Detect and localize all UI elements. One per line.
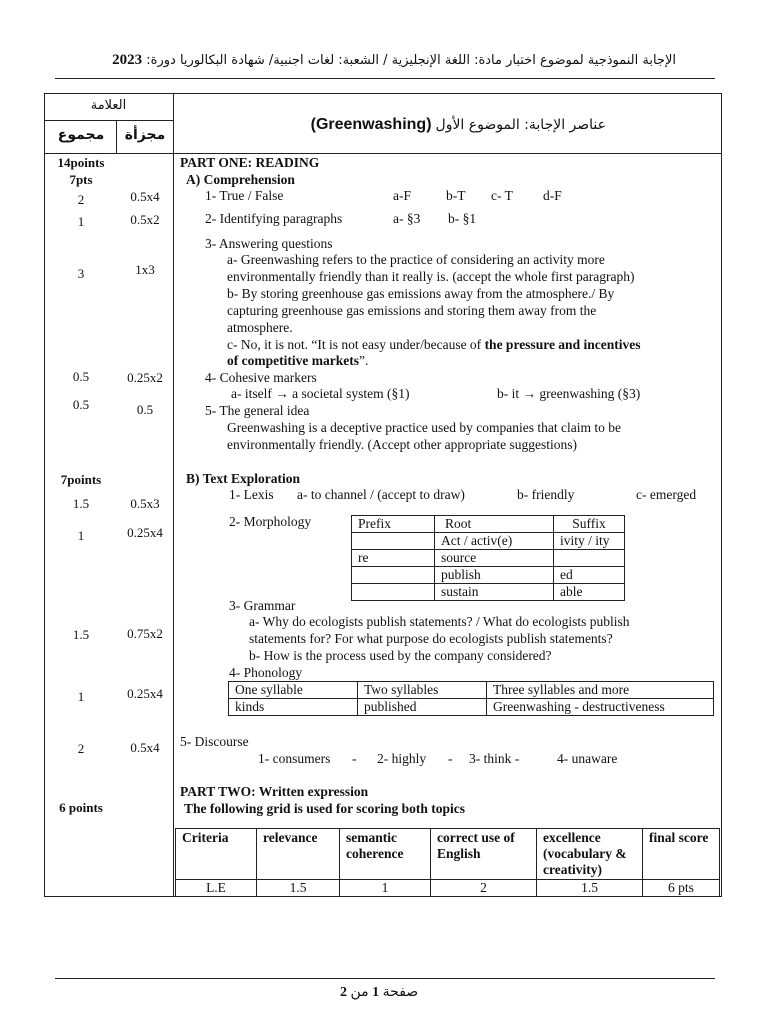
grammar-a-line1: a- Why do ecologists publish statements? / What do ecologists publish (249, 614, 630, 629)
page-number (340, 984, 418, 1001)
total-14points: 14points (57, 155, 105, 170)
total-7pts: 7pts (69, 172, 93, 187)
q1-a: a-F (393, 188, 411, 203)
table-row (352, 550, 625, 567)
grid-header-excellence: excellence (vocabulary & creativity) (537, 829, 643, 880)
q2-label: 2- Identifying paragraphs (205, 211, 343, 226)
section-b-title: B) Text Exploration (186, 471, 301, 486)
lexis-c: c- emerged (636, 487, 697, 502)
discourse-sep-1: - (352, 751, 357, 766)
morph-cell: able (554, 584, 625, 601)
page-of: من (350, 984, 369, 1000)
q1-c: c- T (491, 188, 513, 203)
total-q4: 0.5 (72, 369, 90, 384)
q3-c-end: ”. (358, 353, 369, 368)
q3-c-bold1: the pressure and incentives (484, 337, 641, 352)
phon-header-one: One syllable (229, 682, 358, 699)
table-row (176, 880, 720, 897)
partial-phonology: 0.25x4 (127, 686, 163, 701)
morph-header-suffix: Suffix (554, 516, 625, 533)
grammar-label: 3- Grammar (229, 598, 296, 613)
total-7points: 7points (60, 472, 102, 487)
document-header (112, 52, 676, 69)
table-row (352, 533, 625, 550)
morph-cell (352, 584, 435, 601)
total-q1: 2 (77, 192, 85, 207)
total-q2: 1 (77, 214, 85, 229)
q3-c-bold2: of competitive markets (227, 353, 359, 368)
discourse-item-2: 2- highly (377, 751, 427, 766)
scoring-grid (175, 828, 720, 897)
part-two-subtitle: The following grid is used for scoring both topics (184, 801, 466, 816)
morph-header-root: Root (435, 516, 554, 533)
morphology-table (351, 515, 625, 601)
phonology-label: 4- Phonology (229, 665, 303, 680)
table-row (229, 682, 714, 699)
q3-c-line1 (227, 337, 640, 353)
table-row (352, 567, 625, 584)
grid-header-relevance: relevance (257, 829, 340, 880)
partial-grammar: 0.75x2 (127, 626, 163, 641)
q3-c-text: c- No, it is not. “It is not easy under/because of (227, 337, 485, 352)
grid-header-criteria: Criteria (176, 829, 257, 880)
table-row (352, 584, 625, 601)
part-one-title: PART ONE: READING (180, 155, 320, 170)
page-word: صفحة (382, 984, 419, 1000)
q4-label: 4- Cohesive markers (205, 370, 317, 385)
grid-cell: 2 (431, 880, 537, 897)
table-row (229, 699, 714, 716)
q3-a-line1: a- Greenwashing refers to the practice of considering an activity more (227, 252, 605, 267)
phonology-table (228, 681, 714, 716)
morph-cell (352, 567, 435, 584)
morph-cell: publish (435, 567, 554, 584)
q5-line2: environmentally friendly. (Accept other appropriate suggestions) (227, 437, 578, 452)
q5-line1: Greenwashing is a deceptive practice used by companies that claim to be (227, 420, 621, 435)
page-total: 2 (340, 985, 347, 1000)
table-row (176, 829, 720, 880)
phon-header-three: Three syllables and more (487, 682, 714, 699)
morph-cell: source (435, 550, 554, 567)
partial-morph: 0.25x4 (127, 525, 163, 540)
phon-cell: Greenwashing - destructiveness (487, 699, 714, 716)
q3-label: 3- Answering questions (205, 236, 333, 251)
morph-label: 2- Morphology (229, 514, 312, 529)
grid-header-final: final score (643, 829, 720, 880)
header-year: 2023 (112, 52, 143, 68)
q3-b-line2: capturing greenhouse gas emissions and storing them away from the (227, 303, 597, 318)
morph-cell (554, 550, 625, 567)
discourse-item-4: 4- unaware (557, 751, 618, 766)
partial-discourse: 0.5x4 (130, 740, 160, 755)
total-grammar: 1.5 (72, 627, 90, 642)
morph-cell: ivity / ity (554, 533, 625, 550)
lexis-label: 1- Lexis (229, 487, 274, 502)
q3-b-line3: atmosphere. (227, 320, 293, 335)
page-current: 1 (372, 985, 380, 1000)
section-a-title: A) Comprehension (186, 172, 295, 187)
partial-q2: 0.5x2 (130, 212, 160, 227)
q3-a-line2: environmentally friendly than it really is. (accept the whole first paragraph) (227, 269, 635, 284)
q2-b: b- §1 (448, 211, 477, 226)
topic-title: (Greenwashing) (310, 116, 432, 133)
morph-header-prefix: Prefix (352, 516, 435, 533)
answers-title (311, 116, 606, 134)
discourse-item-1: 1- consumers (258, 751, 331, 766)
table-row (352, 516, 625, 533)
grammar-a-line2: statements for? For what purpose do ecologists publish statements? (249, 631, 613, 646)
total-q3: 3 (77, 266, 85, 281)
grid-cell: 6 pts (643, 880, 720, 897)
partial-q5: 0.5 (136, 402, 154, 417)
q3-c-line2 (227, 353, 368, 369)
grammar-b: b- How is the process used by the company considered? (249, 648, 552, 663)
total-discourse: 2 (77, 741, 85, 756)
header-rule (55, 78, 715, 79)
partial-lexis: 0.5x3 (130, 496, 160, 511)
grid-cell: 1.5 (537, 880, 643, 897)
footer-rule (55, 978, 715, 979)
q5-label: 5- The general idea (205, 403, 310, 418)
partial-header: مجزأة (124, 127, 166, 143)
morph-cell: sustain (435, 584, 554, 601)
total-part-two: 6 points (59, 800, 103, 815)
morph-cell: re (352, 550, 435, 567)
q4-b: b- it → greenwashing (§3) (497, 386, 641, 401)
phon-cell: published (358, 699, 487, 716)
grid-header-english: correct use of English (431, 829, 537, 880)
q4-a: a- itself → a societal system (§1) (231, 386, 410, 401)
q1-b: b-T (446, 188, 466, 203)
lexis-a: a- to channel / (accept to draw) (297, 487, 465, 502)
lexis-b: b- friendly (517, 487, 575, 502)
grid-cell: L.E (176, 880, 257, 897)
q1-d: d-F (543, 188, 562, 203)
morph-cell (352, 533, 435, 550)
part-two-title: PART TWO: Written expression (180, 784, 369, 799)
table-header-divider (44, 153, 722, 154)
total-header: مجموع (57, 127, 105, 143)
discourse-label: 5- Discourse (180, 734, 249, 749)
phon-header-two: Two syllables (358, 682, 487, 699)
column-divider (173, 93, 174, 897)
q2-a: a- §3 (393, 211, 421, 226)
phon-cell: kinds (229, 699, 358, 716)
total-lexis: 1.5 (72, 496, 90, 511)
grade-divider (44, 120, 173, 121)
grid-cell: 1 (340, 880, 431, 897)
total-morph: 1 (77, 528, 85, 543)
discourse-sep-2: - (448, 751, 453, 766)
q1-label: 1- True / False (205, 188, 284, 203)
grid-cell: 1.5 (257, 880, 340, 897)
grid-header-coherence: semantic coherence (340, 829, 431, 880)
total-q5: 0.5 (72, 397, 90, 412)
partial-q1: 0.5x4 (130, 189, 160, 204)
morph-cell: Act / activ(e) (435, 533, 554, 550)
partial-q3: 1x3 (135, 262, 155, 277)
partial-q4: 0.25x2 (127, 370, 163, 385)
total-phonology: 1 (77, 689, 85, 704)
discourse-item-3: 3- think - (469, 751, 520, 766)
answers-title-ar: عناصر الإجابة: الموضوع الأول (435, 117, 606, 133)
q3-b-line1: b- By storing greenhouse gas emissions away from the atmosphere./ By (227, 286, 615, 301)
header-title: الإجابة النموذجية لموضوع اختبار مادة: اللغة الإنجليزية / الشعبة: لغات اجنبية/ شهادة البكالوريا دورة: (146, 53, 676, 68)
morph-cell: ed (554, 567, 625, 584)
grade-header: العلامة (90, 98, 127, 113)
